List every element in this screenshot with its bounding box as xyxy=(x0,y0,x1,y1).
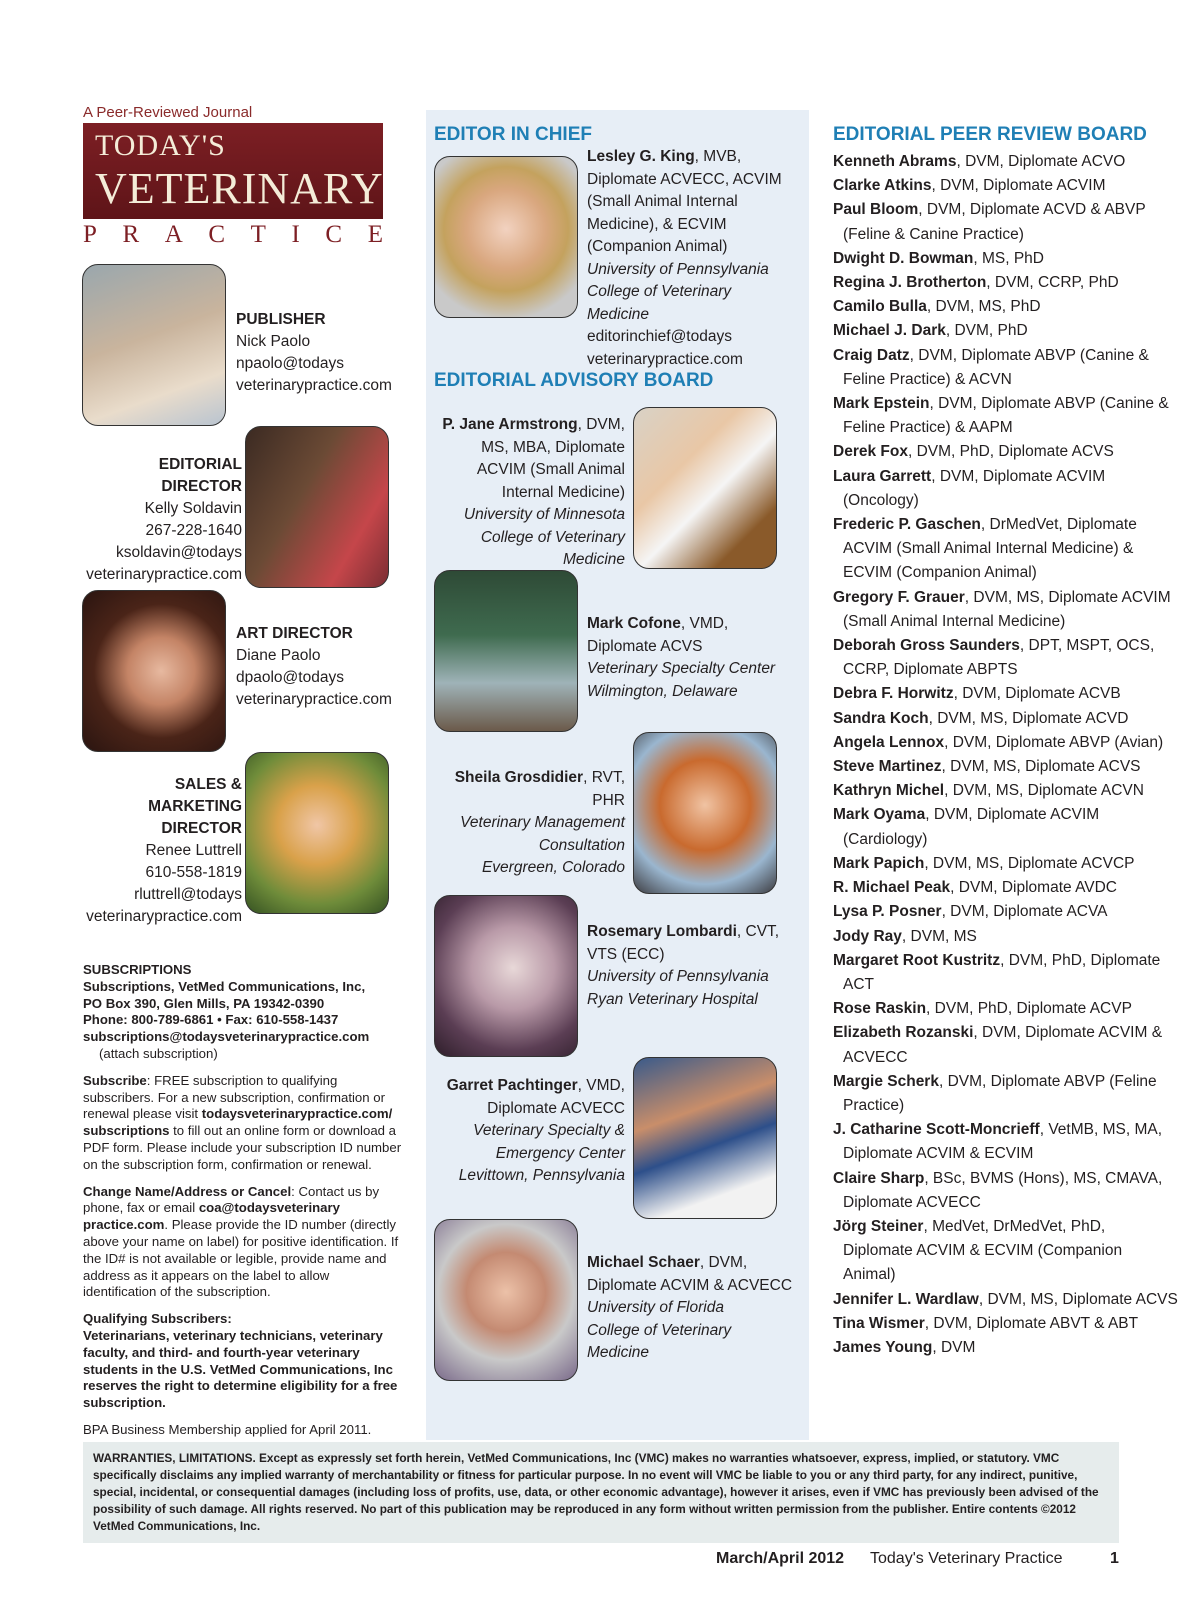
issue-date: March/April 2012 xyxy=(716,1550,845,1567)
review-member-creds: , DVM, MS, Diplomate ACVD xyxy=(928,709,1129,727)
review-member-creds: , VetMB, MS, MA, Diplomate ACVIM & ECVIM xyxy=(843,1121,1163,1163)
review-member-name: Deborah Gross Saunders xyxy=(833,637,1020,655)
qualifying-paragraph: Qualifying Subscribers: Veterinarians, veterinary technicians, veterinary faculty, and third- and fourth-year veterinary students in the U.S. VetMed Communications, Inc reserves the right to determine eligibility for a free subscription. xyxy=(83,1311,398,1411)
review-member-name: Jennifer L. Wardlaw xyxy=(833,1290,979,1308)
review-member-creds: , DVM, MS, Diplomate ACVS xyxy=(978,1290,1178,1308)
review-member-creds: , DVM, Diplomate ACVD & ABVP (Feline & Canine Practice) xyxy=(843,201,1146,243)
staff-editorial-director xyxy=(82,454,242,586)
editor-email[interactable]: veterinarypractice.com xyxy=(587,350,743,368)
review-member-name: Paul Bloom xyxy=(833,201,919,219)
review-member xyxy=(833,949,1178,997)
advisory-member: Michael Schaer, DVM, Diplomate ACVIM & ACVECC University of Florida College of Veterinary Medicine xyxy=(587,1254,793,1361)
review-member xyxy=(833,174,1178,198)
bpa-note: BPA Business Membership applied for April 2011. xyxy=(83,1421,372,1437)
review-member-name: Mark Oyama xyxy=(833,806,926,824)
review-member-creds: , DVM, Diplomate ACVIM xyxy=(931,177,1106,195)
review-member xyxy=(833,707,1178,731)
review-member-name: Camilo Bulla xyxy=(833,298,927,316)
advisory-member: P. Jane Armstrong, DVM, MS, MBA, Diplomate ACVIM (Small Animal Internal Medicine) University of Minnesota College of Veterinary Medicine xyxy=(442,416,625,568)
review-member xyxy=(833,925,1178,949)
review-member-name: Clarke Atkins xyxy=(833,177,932,195)
review-member-name: Jody Ray xyxy=(833,927,902,945)
subscriptions-phone: Phone: 800-789-6861 • Fax: 610-558-1437 xyxy=(83,1012,339,1028)
advisory-member: Garret Pachtinger, VMD, Diplomate ACVECC Veterinary Specialty & Emergency Center Levittown, Pennsylvania xyxy=(446,1077,625,1184)
review-member-creds: , DVM, PhD, Diplomate ACT xyxy=(843,951,1161,993)
review-member-name: Elizabeth Rozanski xyxy=(833,1024,974,1042)
subscribe-link[interactable]: todaysveterinarypractice.com/ subscriptions xyxy=(83,1106,393,1139)
review-member xyxy=(833,319,1178,343)
masthead xyxy=(83,104,403,249)
review-member-name: Derek Fox xyxy=(833,443,908,461)
review-member xyxy=(833,586,1178,634)
review-member-creds: , DVM, CCRP, PhD xyxy=(986,274,1119,292)
review-member-creds: , DrMedVet, Diplomate ACVIM (Small Animal Internal Medicine) & ECVIM (Companion Animal) xyxy=(843,516,1137,582)
staff-publisher xyxy=(236,309,396,397)
publisher-photo xyxy=(82,264,226,426)
review-member xyxy=(833,440,1178,464)
editor-in-chief-photo xyxy=(434,156,578,318)
review-member xyxy=(833,779,1178,803)
review-member xyxy=(833,876,1178,900)
review-member xyxy=(833,465,1178,513)
review-member-creds: , DVM, Diplomate ABVP (Canine & Feline Practice) & ACVN xyxy=(843,346,1149,388)
review-member-creds: , DVM, Diplomate ACVIM (Oncology) xyxy=(843,467,1106,509)
review-member-name: Regina J. Brotherton xyxy=(833,274,987,292)
staff-contact: dpaolo@todays xyxy=(236,669,344,686)
review-member xyxy=(833,344,1178,392)
review-member xyxy=(833,1167,1178,1215)
review-member-creds: , DVM, MS, PhD xyxy=(926,298,1041,316)
review-member-name: Rose Raskin xyxy=(833,1000,927,1018)
review-member-creds: , DVM, Diplomate ABVP (Feline Practice) xyxy=(843,1072,1157,1114)
subscriptions-block xyxy=(83,962,403,1449)
cofone-photo xyxy=(434,570,578,732)
review-member-creds: , DVM, MS, Diplomate ACVN xyxy=(944,782,1144,800)
logo-line1: TODAY'S xyxy=(95,129,226,162)
review-member xyxy=(833,1021,1178,1069)
advisory-member: Mark Cofone, VMD, Diplomate ACVS Veterinary Specialty Center Wilmington, Delaware xyxy=(587,615,776,700)
review-member xyxy=(833,852,1178,876)
review-member-creds: , DVM, PhD, Diplomate ACVS xyxy=(907,443,1114,461)
change-address-paragraph: Change Name/Address or Cancel: Contact us by phone, fax or email coa@todaysveterinary practice.com. Please provide the ID number (directly above your name on label) for positive identification. If the ID# is not available or legible, provide name and address as it appears on the label to allow identification of the subscription. xyxy=(83,1183,399,1300)
journal-name: Today's Veterinary Practice xyxy=(870,1550,1063,1567)
peer-review-list xyxy=(833,150,1178,1360)
peer-review-heading: EDITORIAL PEER REVIEW BOARD xyxy=(833,124,1147,145)
review-member-name: Mark Epstein xyxy=(833,395,930,413)
page-number: 1 xyxy=(1110,1550,1119,1567)
editorial-director-photo xyxy=(245,426,389,588)
review-member xyxy=(833,271,1178,295)
review-member-creds: , DVM, Diplomate ABVT & ABT xyxy=(924,1314,1139,1332)
review-member-name: Lysa P. Posner xyxy=(833,903,942,921)
review-member-name: Tina Wismer xyxy=(833,1314,925,1332)
review-member-name: Margaret Root Kustritz xyxy=(833,951,1001,969)
review-member-creds: , DVM, PhD xyxy=(945,322,1028,340)
staff-contact: 267-228-1640 xyxy=(145,522,242,539)
lombardi-photo xyxy=(434,895,578,1057)
art-director-photo xyxy=(82,590,226,752)
review-member xyxy=(833,1215,1178,1288)
review-member-name: Craig Datz xyxy=(833,346,910,364)
review-member-creds: , DVM xyxy=(932,1338,976,1356)
review-member-name: Steve Martinez xyxy=(833,758,942,776)
review-member-name: Claire Sharp xyxy=(833,1169,925,1187)
subscriptions-attach: (attach subscription) xyxy=(99,1045,218,1061)
review-member-creds: , DVM, Diplomate ABVP (Canine & Feline Practice) & AAPM xyxy=(843,395,1169,437)
staff-contact: veterinarypractice.com xyxy=(236,691,392,708)
grosdidier-photo xyxy=(633,732,777,894)
review-member-creds: , BSc, BVMS (Hons), MS, CMAVA, Diplomate ACVECC xyxy=(843,1169,1163,1211)
review-member-creds: , DPT, MSPT, OCS, CCRP, Diplomate ABPTS xyxy=(843,637,1155,679)
review-member xyxy=(833,731,1178,755)
staff-name: Renee Luttrell xyxy=(145,842,242,859)
editor-in-chief-heading: EDITOR IN CHIEF xyxy=(434,124,592,145)
staff-name: Kelly Soldavin xyxy=(144,500,242,517)
review-member xyxy=(833,198,1178,246)
review-member xyxy=(833,1336,1178,1360)
review-member-creds: , DVM, Diplomate ACVIM (Cardiology) xyxy=(843,806,1100,848)
warranties-notice: WARRANTIES, LIMITATIONS. Except as expressly set forth herein, VetMed Communications, Inc (VMC) makes no warranties whatsoever, express, implied, or statutory. VMC specifically disclaims any implied warranty of merchantability or fitness for particular purpose. In no event will VMC be liable to you or any third party, for any indirect, punitive, special, incidental, or consequential damages (including loss of profits, use, data, or other economic advantage), however it arises, even if VMC has previously been advised of the possibility of such damage. All rights reserved. No part of this publication may be reproduced in any form without written permission from the publisher. Entire contents ©2012 VetMed Communications, Inc. xyxy=(83,1442,1119,1543)
staff-role: DIRECTOR xyxy=(161,820,242,837)
editor-in-chief-entry: Lesley G. King, MVB, Diplomate ACVECC, ACVIM (Small Animal Internal Medicine), & ECVIM (Companion Animal) University of Pennsylvania College of Veterinary Medicine editorinchief@todays veterinarypractice.com xyxy=(587,148,782,368)
staff-contact: ksoldavin@todays xyxy=(115,544,242,561)
review-member xyxy=(833,682,1178,706)
review-member xyxy=(833,900,1178,924)
sales-director-photo xyxy=(245,752,389,914)
review-member-creds: , MS, PhD xyxy=(973,249,1044,267)
review-member-creds: , DVM, Diplomate ACVA xyxy=(941,903,1108,921)
journal-logo xyxy=(83,123,383,219)
review-member-creds: , DVM, MS xyxy=(901,927,977,945)
review-member xyxy=(833,997,1178,1021)
armstrong-photo xyxy=(633,407,777,569)
review-member-creds: , DVM, MS, Diplomate ACVIM (Small Animal Internal Medicine) xyxy=(843,588,1171,630)
schaer-photo xyxy=(434,1219,578,1381)
logo-line3: P R A C T I C E xyxy=(83,221,383,248)
review-member-name: Angela Lennox xyxy=(833,733,945,751)
advisory-member: Sheila Grosdidier, RVT, PHR Veterinary Management Consultation Evergreen, Colorado xyxy=(454,769,625,876)
advisory-member: Rosemary Lombardi, CVT, VTS (ECC) University of Pennsylvania Ryan Veterinary Hospital xyxy=(587,923,780,1008)
review-member xyxy=(833,247,1178,271)
staff-contact: veterinarypractice.com xyxy=(236,377,392,394)
coa-email-link[interactable]: coa@todaysveterinary practice.com xyxy=(83,1200,340,1233)
staff-art-director xyxy=(236,623,396,711)
staff-contact: rluttrell@todays xyxy=(134,886,242,903)
subscribe-paragraph: Subscribe: FREE subscription to qualifying subscribers. For a new subscription, confirmation or renewal please visit todaysveterinarypractice.com/ subscriptions to fill out an online form or download a PDF form. Please include your subscription ID number on the subscription form, confirmation or renewal. xyxy=(83,1072,402,1172)
review-member-name: Kenneth Abrams xyxy=(833,153,957,170)
review-member xyxy=(833,513,1178,586)
staff-name: Nick Paolo xyxy=(236,333,311,350)
editor-email[interactable]: editorinchief@todays xyxy=(587,328,732,345)
review-member-name: James Young xyxy=(833,1338,933,1356)
review-member-name: Mark Papich xyxy=(833,854,925,872)
staff-sales-director xyxy=(82,774,242,928)
review-member-creds: , DVM, MS, Diplomate ACVCP xyxy=(924,854,1135,872)
staff-role: PUBLISHER xyxy=(236,311,326,328)
review-member xyxy=(833,295,1178,319)
review-member-name: Michael J. Dark xyxy=(833,322,946,340)
pachtinger-photo xyxy=(633,1057,777,1219)
editor-name: Lesley G. King xyxy=(587,148,695,165)
review-member-creds: , DVM, PhD, Diplomate ACVP xyxy=(926,1000,1132,1018)
staff-contact: npaolo@todays xyxy=(236,355,344,372)
review-member xyxy=(833,755,1178,779)
review-member xyxy=(833,392,1178,440)
review-member-name: Sandra Koch xyxy=(833,709,929,727)
staff-role: EDITORIAL DIRECTOR xyxy=(158,456,242,495)
review-member-creds: , DVM, Diplomate ACVIM & ACVECC xyxy=(843,1024,1163,1066)
review-member xyxy=(833,1288,1178,1312)
subscriptions-email[interactable]: subscriptions@todaysveterinarypractice.com xyxy=(83,1029,370,1045)
review-member-name: J. Catharine Scott-Moncrieff xyxy=(833,1121,1040,1139)
logo-line2: VETERINARY xyxy=(95,164,384,213)
review-member-name: Margie Scherk xyxy=(833,1072,939,1090)
review-member xyxy=(833,634,1178,682)
staff-contact: veterinarypractice.com xyxy=(86,908,242,925)
staff-contact: veterinarypractice.com xyxy=(86,566,242,583)
review-member xyxy=(833,1312,1178,1336)
review-member-creds: , DVM, Diplomate ACVO xyxy=(956,153,1126,170)
review-member-name: Debra F. Horwitz xyxy=(833,685,954,703)
review-member-name: Jörg Steiner xyxy=(833,1217,924,1235)
review-member-creds: , MedVet, DrMedVet, PhD, Diplomate ACVIM & ECVIM (Companion Animal) xyxy=(843,1217,1123,1284)
review-member-creds: , DVM, Diplomate AVDC xyxy=(950,879,1117,897)
review-member-name: Laura Garrett xyxy=(833,467,932,485)
subscriptions-address: Subscriptions, VetMed Communications, Inc, xyxy=(83,978,366,994)
staff-role: ART DIRECTOR xyxy=(236,625,353,642)
review-member-name: Gregory F. Grauer xyxy=(833,588,965,606)
subscriptions-address: PO Box 390, Glen Mills, PA 19342-0390 xyxy=(83,995,325,1011)
review-member-creds: , DVM, MS, Diplomate ACVS xyxy=(941,758,1141,776)
staff-contact: 610-558-1819 xyxy=(145,864,242,881)
review-member-creds: , DVM, Diplomate ACVB xyxy=(953,685,1121,703)
review-member xyxy=(833,150,1178,174)
advisory-board-heading: EDITORIAL ADVISORY BOARD xyxy=(434,370,714,391)
review-member-name: R. Michael Peak xyxy=(833,879,951,897)
review-member-name: Frederic P. Gaschen xyxy=(833,516,981,534)
review-member-name: Dwight D. Bowman xyxy=(833,249,974,267)
review-member-creds: , DVM, Diplomate ABVP (Avian) xyxy=(944,733,1164,751)
review-member xyxy=(833,803,1178,851)
review-member xyxy=(833,1118,1178,1166)
review-member xyxy=(833,1070,1178,1118)
staff-name: Diane Paolo xyxy=(236,647,321,664)
subscriptions-heading: SUBSCRIPTIONS xyxy=(83,962,192,977)
review-member-name: Kathryn Michel xyxy=(833,782,945,800)
peer-review-board xyxy=(833,124,1178,1360)
staff-role: SALES & MARKETING xyxy=(148,776,242,815)
tagline: A Peer-Reviewed Journal xyxy=(83,104,253,121)
